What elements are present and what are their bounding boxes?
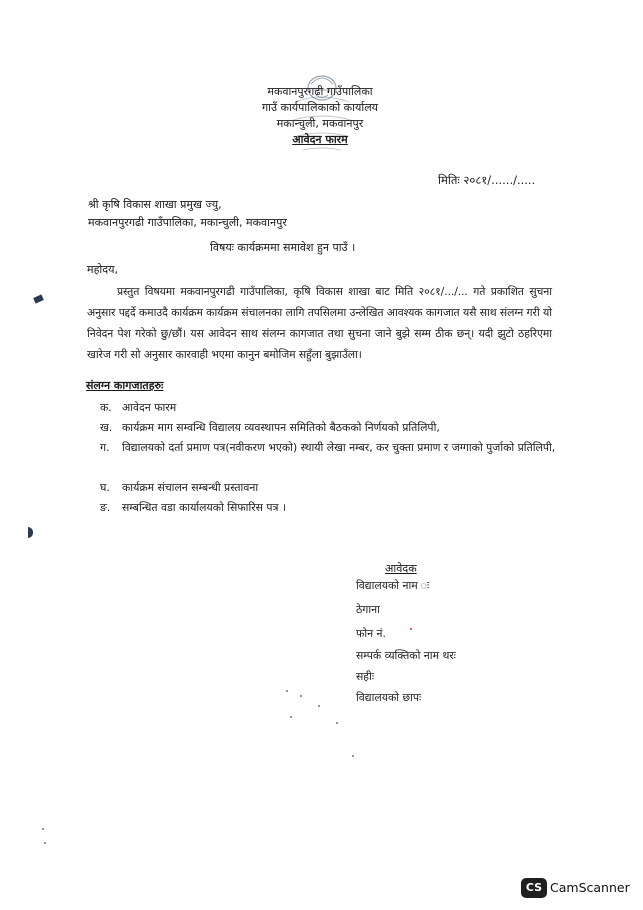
municipality-name: मकवानपुरगढी गाउँपालिका [267,85,373,98]
scan-artifact [33,294,44,303]
attachment-item [100,498,560,517]
attachment-item [100,398,560,417]
office-name: गाउँ कार्यपालिकाको कार्यालय [261,101,379,114]
attachment-text: सम्बन्धित वडा कार्यालयको सिफारिस पत्र । [122,501,287,514]
field-school-stamp: विद्यालयको छापः [356,691,422,704]
field-school-name: विद्यालयको नाम ः [356,579,430,592]
attachment-mark: ख. [100,421,113,434]
attachment-item [100,418,560,437]
office-location: मकान्चुली, मकवानपुर [276,117,364,130]
attachment-text: कार्यक्रम संचालन सम्बन्धी प्रस्तावना [122,481,259,494]
attachment-mark: क. [100,401,112,414]
field-contact-person: सम्पर्क व्यक्तिको नाम थरः [356,649,456,662]
recipient-line-1: श्री कृषि विकास शाखा प्रमुख ज्यु, [88,198,222,211]
attachment-text: विद्यालयको दर्ता प्रमाण पत्र(नवीकरण भएको) स्थायी लेखा नम्बर, कर चुक्ता प्रमाण र जग्गाको पुर्जाको प्रतिलिपी, [122,441,556,454]
attachment-mark: घ. [100,481,110,494]
salutation: महोदय, [87,263,118,276]
attachment-item [100,478,560,497]
attachment-mark: ग. [100,441,110,454]
body-paragraph: प्रस्तुत विषयमा मकवानपुरगढी गाउँपालिका, कृषि विकास शाखा बाट मिति २०८१/.../... गते प्रकाशित सुचना अनुसार पद्दर्दे कमाउदै कार्यक्रम कार्यक्रम संचालनका लागि तपसिलमा उन्लेखित आवश्यक कागजात यसै साथ संलग्न गरी यो निवेदन पेश गरेको छु/छौं। यस आवेदन साथ संलग्न कागजात तथा सुचना जाने बुझे सम्म ठीक छन्। यदी झुटो ठहरिएमा खारेज गरी सो अनुसार कारवाही भएमा कानुन बमोजिम सहुँला बुझाउँला। [87,285,552,361]
camscanner-watermark: CamScanner [550,880,630,895]
applicant-title: आवेदक [385,562,417,575]
subject-line: विषयः कार्यक्रममा समावेश हुन पाउँ । [210,241,356,254]
recipient-line-2: मकवानपुरगढी गाउँपालिका, मकान्चुली, मकवानपुर [88,216,287,229]
field-phone: फोन नं. [356,627,386,640]
attachment-item [100,438,560,457]
attachments-heading: संलग्न कागजातहरुः [86,379,164,392]
attachment-text: आवेदन फारम [122,401,177,414]
attachment-text: कार्यक्रम माग सम्वन्धि विद्यालय व्यवस्थापन समितिको बैठकको निर्णयको प्रतिलिपी, [122,421,440,434]
camscanner-logo-icon: CS [521,878,547,898]
field-address: ठेगाना [356,603,380,616]
letterhead [220,84,420,148]
attachment-mark: ङ. [100,501,111,514]
scan-artifact [28,527,33,538]
form-title: आवेदन फारम [292,133,348,146]
field-signature: सहीः [356,670,375,683]
date-line: मितिः २०८१/....../..... [438,173,536,187]
